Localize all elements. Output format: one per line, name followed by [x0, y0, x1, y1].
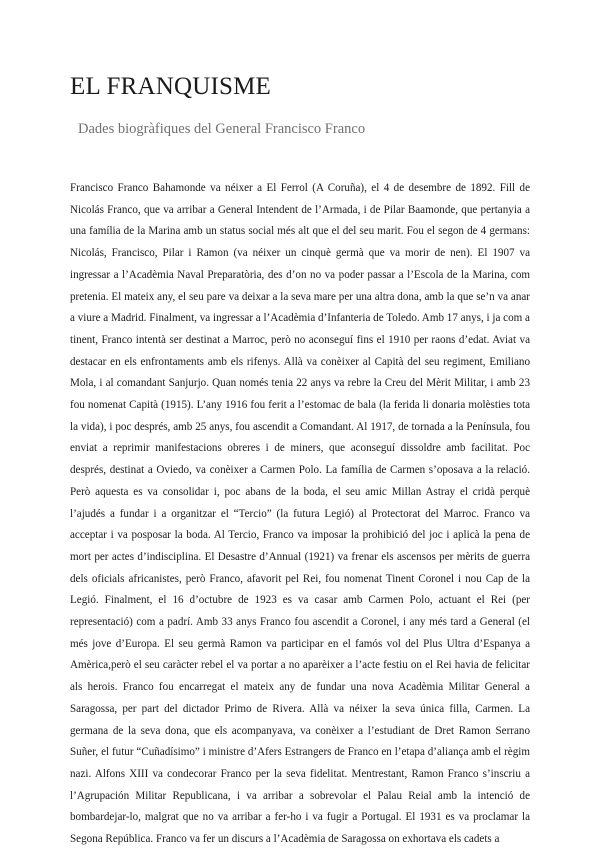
body-paragraph: Francisco Franco Bahamonde va néixer a El Ferrol (A Coruña), el 4 de desembre de 1892. Fill de Nicolás Franco, que va arribar a General Intendent de l’Armada, i de Pilar Baamonde, que pertanyia a una família de la Marina amb un status social més alt que el del seu marit. Fou el segon de 4 germans: Nicolás, Francisco, Pilar i Ramon (va néixer un cinquè germà que va morir de nen). El 1907 va ingressar a l’Acadèmia Naval Preparatòria, des d’on no va poder passar a l’Escola de la Marina, com pretenia. El mateix any, el seu pare va deixar a la seva mare per una altra dona, amb la que se’n va anar a viure a Madrid. Finalment, va ingressar a l’Acadèmia d’Infanteria de Toledo. Amb 17 anys, i ja com a tinent, Franco intentà ser destinat a Marroc, però no aconseguí fins el 1910 per raons d’edat. Aviat va destacar en els enfrontaments amb els rifenys. Allà va conèixer al Capità del seu regiment, Emiliano Mola, i al comandant Sanjurjo. Quan només tenia 22 anys va rebre la Creu del Mèrit Militar, i amb 23 fou nomenat Capità (1915). L’any 1916 fou ferit a l’estomac de bala (la ferida li donaria molèsties tota la vida), i poc després, amb 25 anys, fou ascendit a Comandant. Al 1917, de tornada a la Península, fou enviat a reprimir manifestacions obreres i de miners, que aconseguí dissoldre amb facilitat. Poc després, destinat a Oviedo, va conèixer a Carmen Polo. La família de Carmen s’oposava a la relació. Però aquesta es va consolidar i, poc abans de la boda, el seu amic Millan Astray el cridà perquè l’ajudés a fundar i a organitzar el “Tercio” (la futura Legió) al Protectorat del Marroc. Franco va acceptar i va posposar la boda. Al Tercio, Franco va imposar la prohibició del joc i aplicà la pena de mort per actes d’indisciplina. El Desastre d’Annual (1921) va frenar els ascensos per mèrits de guerra dels oficials africanistes, però Franco, afavorit pel Rei, fou nomenat Tinent Coronel i nou Cap de la Legió. Finalment, el 16 d’octubre de 1923 es va casar amb Carmen Polo, actuant el Rei (per representació) com a padrí. Amb 33 anys Franco fou ascendit a Coronel, i any més tard a General (el més jove d’Europa. El seu germà Ramon va participar en el famós vol del Plus Ultra d’Espanya a Amèrica,però el seu caràcter rebel el va portar a no aparèixer a l’acte festiu on el Rei havia de felicitar als herois. Franco fou encarregat el mateix any de fundar una nova Acadèmia Militar General a Saragossa, per part del dictador Primo de Rivera. Allà va néixer la seva única filla, Carmen. La germana de la seva dona, que els acompanyava, va conèixer a l’estudiant de Dret Ramon Serrano Suñer, el futur “Cuñadísimo” i ministre d’Afers Estrangers de Franco en l’etapa d’aliança amb el règim nazi. Alfons XIII va condecorar Franco per la seva fidelitat. Mentrestant, Ramon Franco s’inscriu a l’Agrupación Militar Republicana, i va arribar a sobrevolar el Palau Reial amb la intenció de bombardejar-lo, malgrat que no va arribar a fer-ho i va fugir a Portugal. El 1931 es va proclamar la Segona República. Franco va fer un discurs a l’Acadèmia de Saragossa on exhortava els cadets a — [70, 182, 530, 846]
document-title: EL FRANQUISME — [70, 73, 271, 100]
document-subtitle: Dades biogràfiques del General Francisco Franco — [78, 121, 366, 137]
